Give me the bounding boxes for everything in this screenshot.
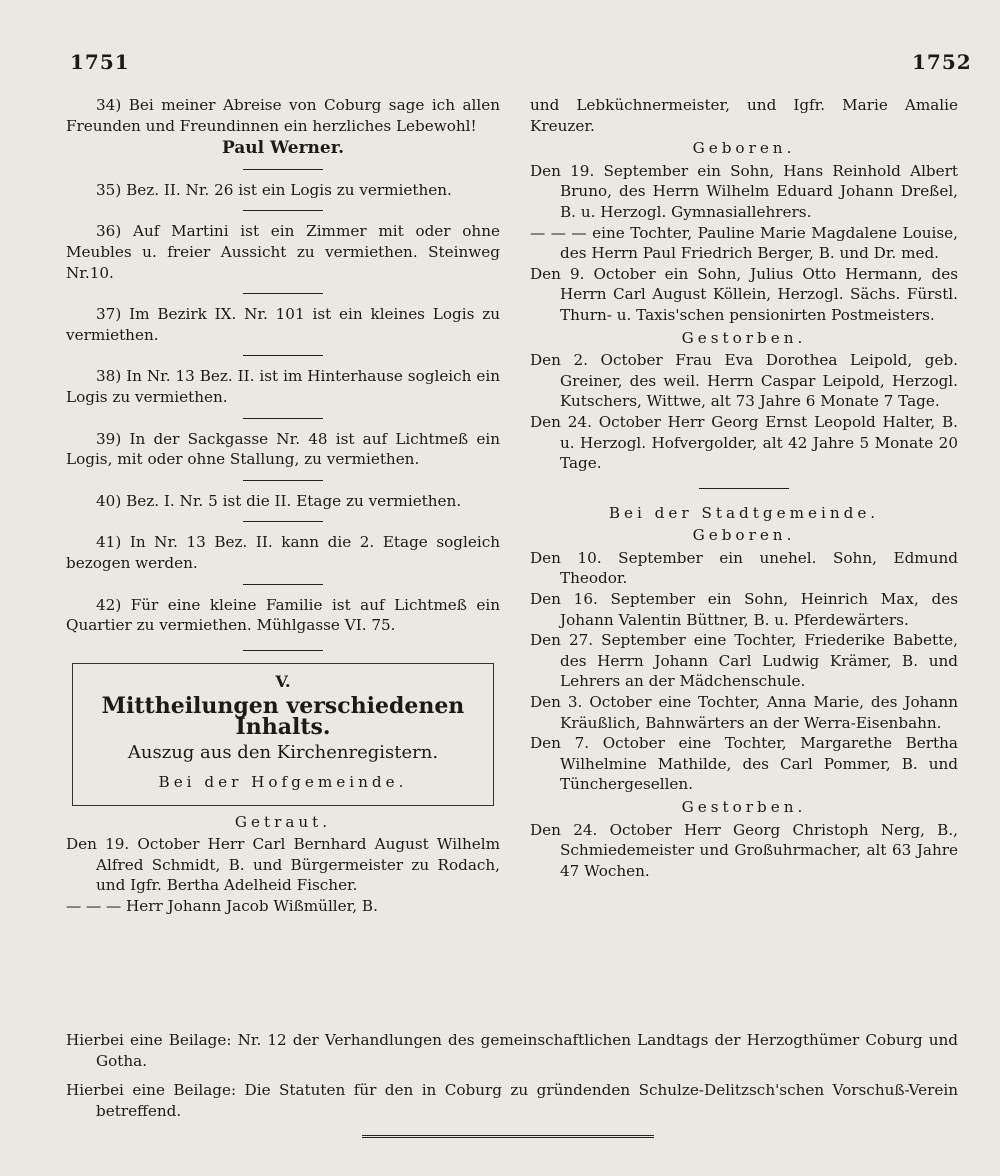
- divider: [243, 355, 323, 356]
- getraut-heading: Getraut.: [234, 812, 332, 831]
- supplement-note: [66, 1030, 958, 1071]
- ad-text: Bei meiner Abreise von Coburg sage ich allen Freunden und Freundinnen ein herzliches Lebewohl!: [66, 96, 500, 135]
- supplement-note-text: Hierbei eine Beilage: Die Statuten für den in Coburg zu gründenden Schulze-Delitzsch'schen Vorschuß-Verein betreffend.: [66, 1081, 958, 1120]
- ad-40: [66, 491, 500, 512]
- ad-number: 41): [96, 533, 122, 552]
- ad-41: [66, 532, 500, 573]
- birth-entry: Den 10. September ein unehel. Sohn, Edmund Theodor.: [530, 548, 958, 588]
- right-column: [530, 95, 958, 881]
- death-entry: Den 2. October Frau Eva Dorothea Leipold, geb. Greiner, des weil. Herrn Caspar Leipold, Herzogl. Kutschers, Wittwe, alt 73 Jahre 6 Monate 7 Tage.: [530, 351, 958, 411]
- ad-signature: Paul Werner.: [221, 138, 345, 159]
- section-box: [72, 663, 494, 806]
- ad-37: [66, 304, 500, 345]
- hof-gestorben-heading: Gestorben.: [681, 328, 807, 347]
- ad-35: [66, 180, 500, 201]
- section-title: Mittheilungen verschiedenen Inhalts.: [101, 693, 465, 740]
- divider: [243, 521, 323, 522]
- ad-36: [66, 221, 500, 283]
- ad-text: Im Bezirk IX. Nr. 101 ist ein kleines Logis zu vermiethen.: [66, 305, 501, 344]
- stadt-heading: Bei der Stadtgemeinde.: [608, 503, 880, 522]
- birth-entry: Den 7. October eine Tochter, Margarethe Bertha Wilhelmine Mathilde, des Carl Pommer, B. und Tünchergesellen.: [530, 734, 958, 794]
- death-entry: Den 24. October Herr Georg Christoph Nerg, B., Schmiedemeister und Großuhrmacher, alt 63 Jahre 47 Wochen.: [530, 820, 958, 880]
- ad-text: In der Sackgasse Nr. 48 ist auf Lichtmeß ein Logis, mit oder ohne Stallung, zu vermiethen.: [66, 429, 501, 469]
- ad-text: In Nr. 13 Bez. II. ist im Hinterhause sogleich ein Logis zu vermiethen.: [66, 367, 500, 406]
- birth-entry: Den 3. October eine Tochter, Anna Marie, des Johann Kräußlich, Bahnwärters an der Werra-Eisenbahn.: [530, 693, 958, 732]
- ad-number: 42): [96, 595, 122, 614]
- birth-entry: Den 27. September eine Tochter, Friederike Babette, des Herrn Johann Carl Ludwig Krämer, B. und Lehrers an der Mädchenschule.: [530, 631, 958, 691]
- ad-number: 37): [96, 305, 122, 324]
- birth-entry: Den 19. September ein Sohn, Hans Reinhold Albert Bruno, des Herrn Wilhelm Eduard Johann Dreßel, B. u. Herzogl. Gymnasiallehrers.: [530, 161, 958, 221]
- ad-42: [66, 595, 500, 636]
- ad-number: 35): [96, 180, 122, 199]
- hof-heading: Bei der Hofgemeinde.: [158, 773, 408, 792]
- birth-entry: Den 9. October ein Sohn, Julius Otto Hermann, des Herrn Carl August Köllein, Herzogl. Sächs. Fürstl. Thurn- u. Taxis'schen pensionirten Postmeisters.: [530, 264, 958, 324]
- continuation-text: und Lebküchnermeister, und Igfr. Marie Amalie Kreuzer.: [530, 96, 958, 135]
- marriage-entry: Den 19. October Herr Carl Bernhard August Wilhelm Alfred Schmidt, B. und Bürgermeister zu Rodach, und Igfr. Bertha Adelheid Fischer.: [66, 835, 500, 895]
- left-column: [66, 95, 500, 917]
- ad-text: Bez. I. Nr. 5 ist die II. Etage zu vermiethen.: [126, 491, 462, 510]
- divider: [243, 584, 323, 585]
- ad-number: 38): [96, 367, 122, 386]
- stadt-gestorben-heading: Gestorben.: [681, 798, 807, 816]
- divider: [243, 480, 323, 481]
- divider: [243, 418, 323, 419]
- divider: [699, 488, 789, 489]
- ad-number: 36): [96, 222, 122, 241]
- birth-entry: Den 16. September ein Sohn, Heinrich Max, des Johann Valentin Büttner, B. u. Pferdewärters.: [530, 590, 958, 629]
- ad-text: Bez. II. Nr. 26 ist ein Logis zu vermiethen.: [126, 180, 452, 199]
- ad-text: Für eine kleine Familie ist auf Lichtmeß ein Quartier zu vermiethen. Mühlgasse VI. 75.: [66, 595, 501, 635]
- ad-34: [66, 95, 500, 159]
- ad-number: 40): [96, 491, 122, 510]
- death-entry: Den 24. October Herr Georg Ernst Leopold Halter, B. u. Herzogl. Hofvergolder, alt 42 Jahre 5 Monate 20 Tage.: [530, 412, 958, 473]
- ad-number: 39): [96, 429, 122, 448]
- stadt-geboren-heading: Geboren.: [692, 526, 796, 545]
- ad-39: [66, 429, 500, 470]
- page-number-right: 1752: [912, 50, 972, 74]
- divider: [243, 650, 323, 651]
- ad-text: In Nr. 13 Bez. II. kann die 2. Etage sogleich bezogen werden.: [66, 533, 500, 572]
- ad-38: [66, 366, 500, 407]
- supplement-note-text: Hierbei eine Beilage: Nr. 12 der Verhandlungen des gemeinschaftlichen Landtags der Herzogthümer Coburg und Gotha.: [66, 1031, 958, 1070]
- marriage-entry: — — — Herr Johann Jacob Wißmüller, B.: [66, 897, 378, 916]
- end-rule: [362, 1135, 654, 1138]
- section-subtitle: Auszug aus den Kirchenregistern.: [127, 742, 439, 764]
- ad-number: 34): [96, 96, 122, 114]
- section-numeral: V.: [275, 671, 291, 691]
- divider: [243, 210, 323, 211]
- divider: [243, 169, 323, 170]
- ad-text: Auf Martini ist ein Zimmer mit oder ohne Meubles u. freier Aussicht zu vermiethen. Steinweg Nr.10.: [66, 222, 500, 282]
- page-number-left: 1751: [70, 50, 130, 74]
- divider: [243, 293, 323, 294]
- birth-entry: — — — eine Tochter, Pauline Marie Magdalene Louise, des Herrn Paul Friedrich Berger, B. und Dr. med.: [530, 223, 958, 263]
- hof-geboren-heading: Geboren.: [692, 139, 796, 158]
- supplement-note: [66, 1080, 958, 1121]
